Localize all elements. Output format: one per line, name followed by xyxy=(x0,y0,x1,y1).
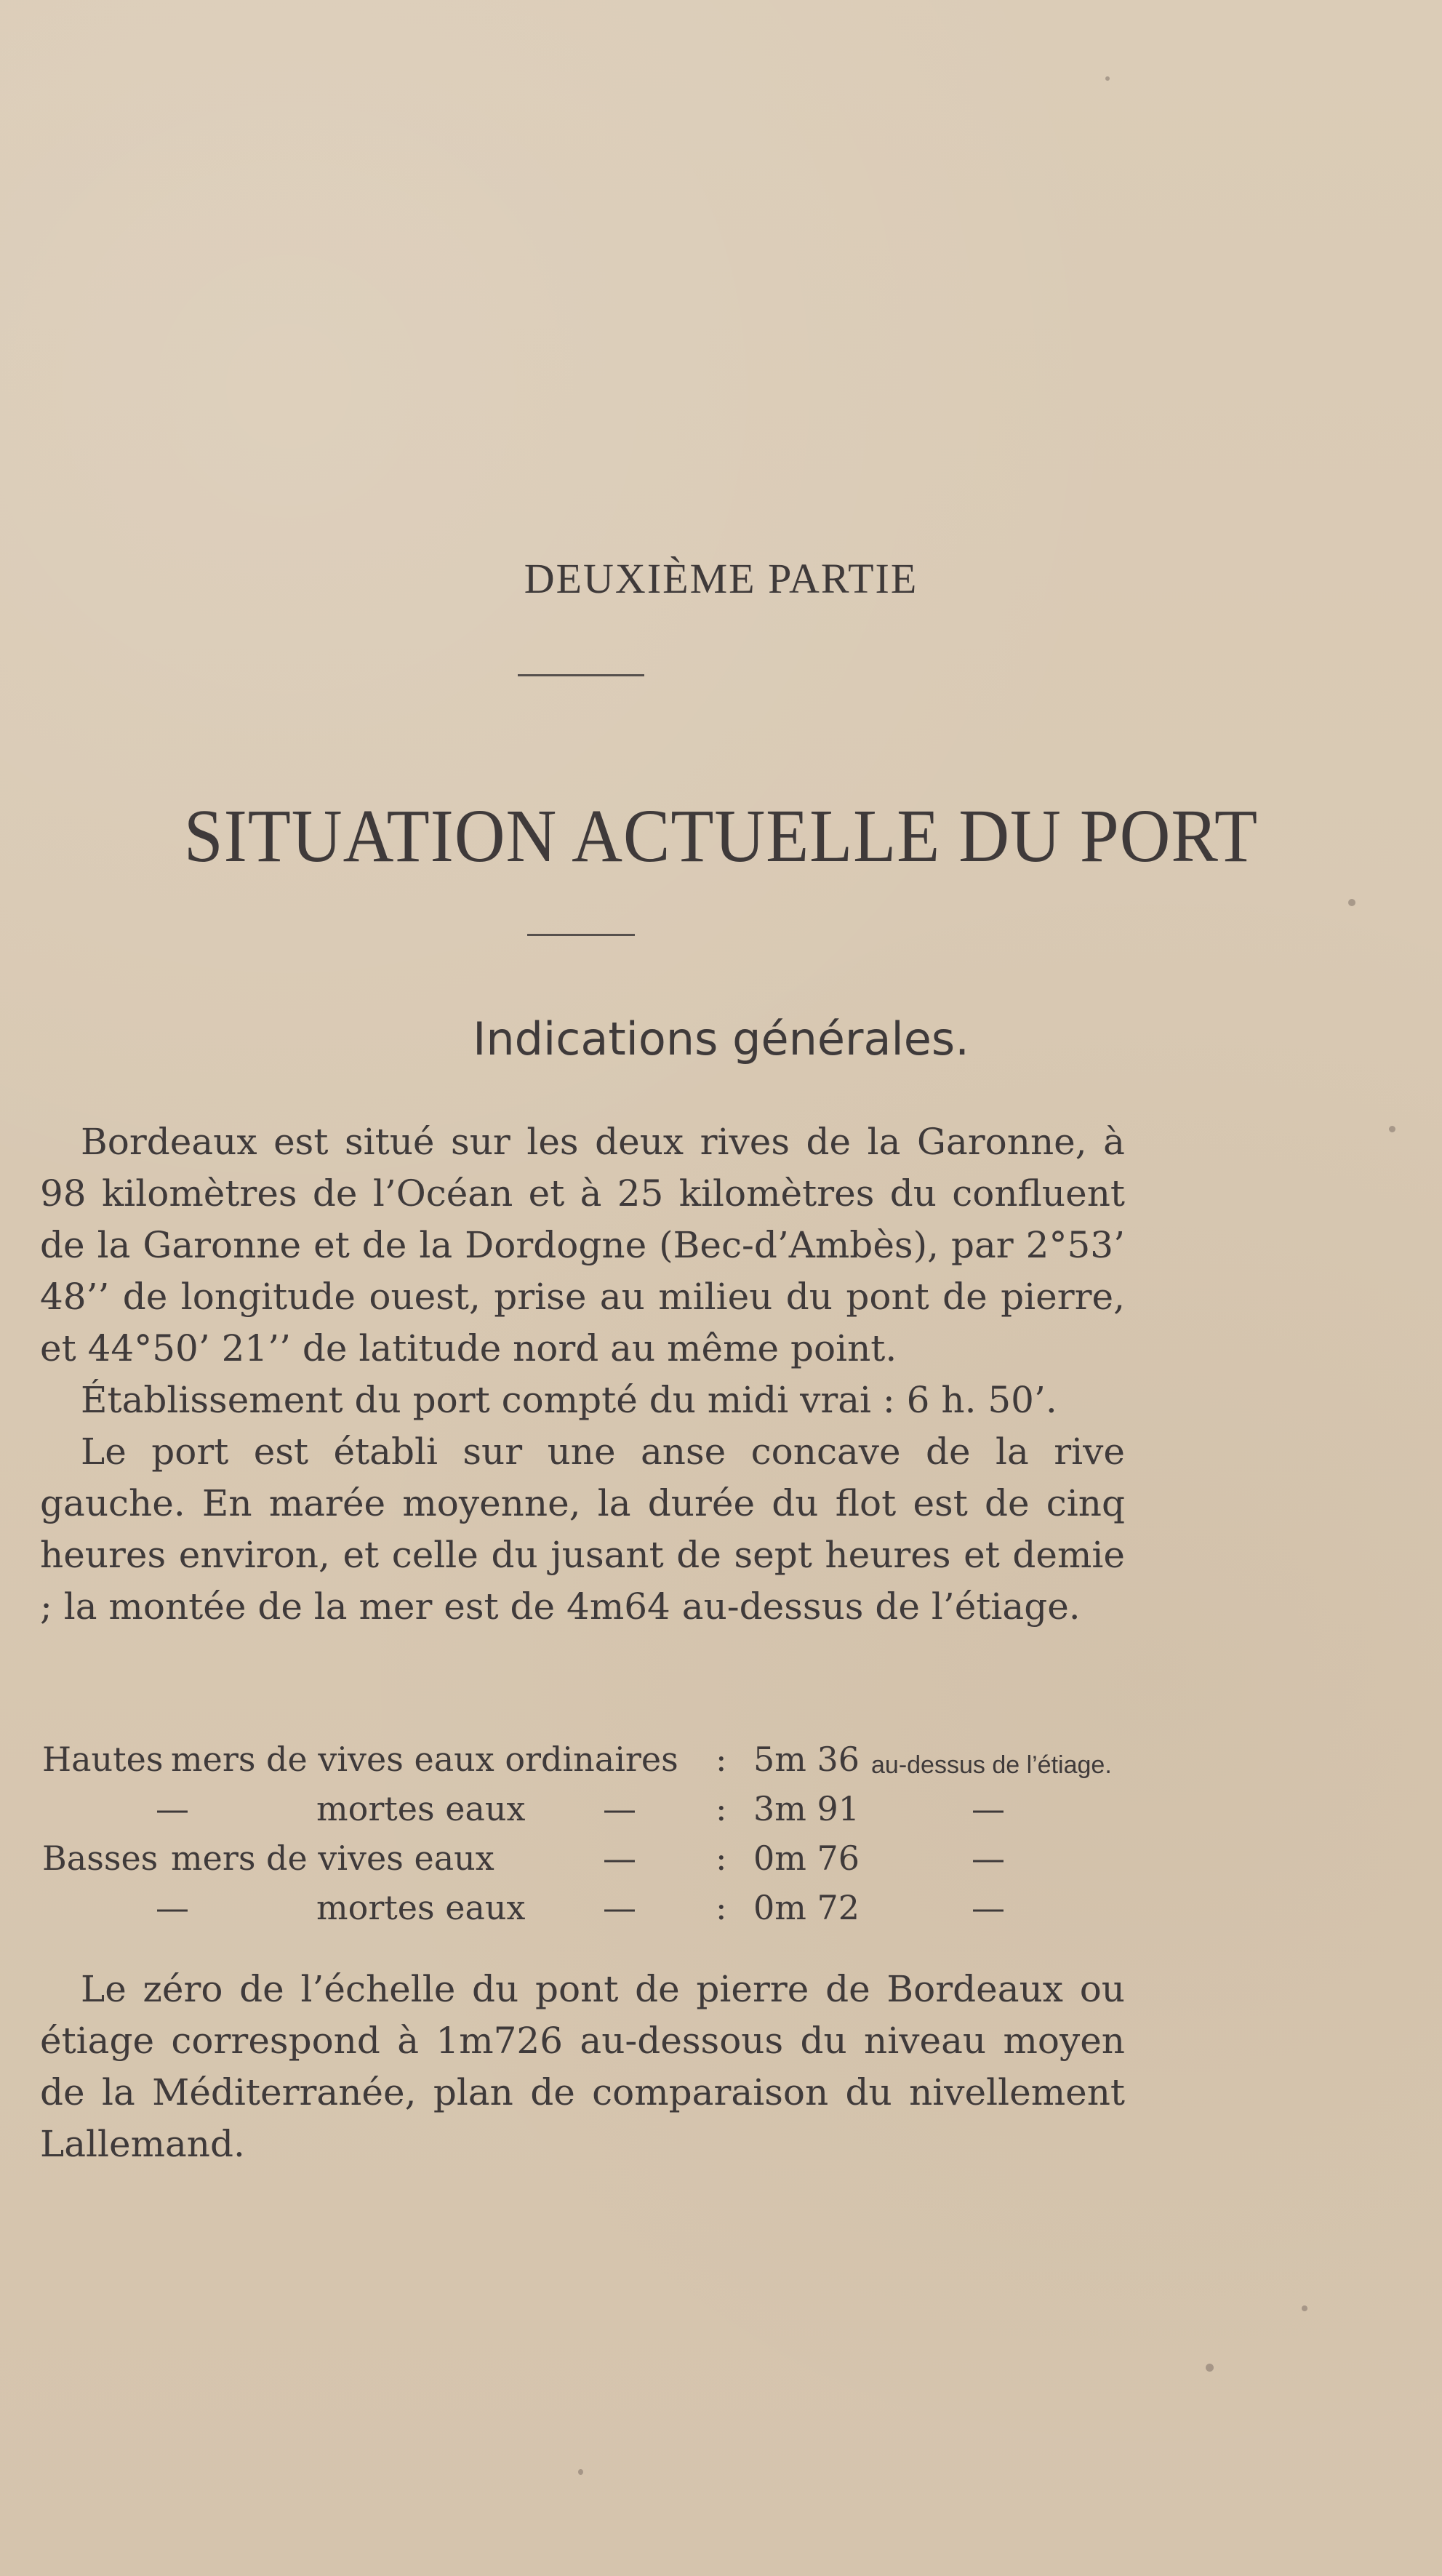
tide-row-name: mortes eaux xyxy=(316,1789,526,1828)
paragraph-port-establishment: Établissement du port compté du midi vrai : 6 h. 50’. xyxy=(81,1379,1057,1421)
tide-row-dash: — xyxy=(603,1839,636,1878)
tide-row-note: — xyxy=(972,1789,1005,1828)
tide-row-label: — xyxy=(156,1888,189,1927)
tide-row xyxy=(42,1833,1133,1883)
tide-row xyxy=(42,1784,1133,1833)
paragraph-datum: Le zéro de l’échelle du pont de pierre de Bordeaux ou étiage correspond à 1m726 au-dessous du niveau moyen de la Méditerranée, plan de comparaison du nivellement Lallemand. xyxy=(40,1968,1125,2165)
tide-row-value: 0m 72 xyxy=(753,1888,860,1927)
colon: : xyxy=(716,1789,727,1828)
tide-row-value: 5m 36 xyxy=(753,1740,860,1779)
tide-levels-table xyxy=(42,1735,1133,1932)
tide-row-note: — xyxy=(972,1888,1005,1927)
tide-row-value: 0m 76 xyxy=(753,1839,860,1878)
part-heading: DEUXIÈME PARTIE xyxy=(524,555,918,602)
tide-row-label: — xyxy=(156,1789,189,1828)
paper-speck xyxy=(1302,2305,1307,2311)
tide-row-name: mortes eaux xyxy=(316,1888,526,1927)
tide-row-note: au-dessus de l’étiage. xyxy=(871,1751,1112,1779)
tide-row-value: 3m 91 xyxy=(753,1789,860,1828)
tide-row-name: mers de vives eaux xyxy=(171,1839,494,1878)
divider-rule xyxy=(527,934,635,936)
colon: : xyxy=(716,1740,727,1779)
tide-row-note: — xyxy=(972,1839,1005,1878)
paper-speck xyxy=(1348,899,1355,906)
paragraph-location: Bordeaux est situé sur les deux rives de la Garonne, à 98 kilomètres de l’Océan et à 25 kilomètres du confluent de la Garonne et de la Dordogne (Bec-d’Ambès), par 2°53’ 48’’ de longitude ouest, prise au milieu du pont de pierre, et 44°50’ 21’’ de latitude nord au même point. xyxy=(40,1121,1125,1369)
tide-row-dash: — xyxy=(603,1888,636,1927)
body-text xyxy=(40,1116,1125,1633)
paper-speck xyxy=(1389,1126,1395,1132)
paper-speck xyxy=(1105,76,1110,81)
tide-row xyxy=(42,1735,1133,1784)
colon: : xyxy=(716,1888,727,1927)
page-title: SITUATION ACTUELLE DU PORT xyxy=(183,794,1259,878)
body-text xyxy=(40,1964,1125,2170)
paragraph-tide: Le port est établi sur une anse concave de la rive gauche. En marée moyenne, la durée du flot est de cinq heures environ, et celle du jusant de sept heures et demie ; la montée de la mer est de 4m64 au-dessus de l’étiage. xyxy=(40,1431,1125,1628)
tide-row xyxy=(42,1883,1133,1932)
paper-speck xyxy=(1206,2364,1214,2372)
tide-row-name: mers de vives eaux ordinaires xyxy=(171,1740,678,1779)
colon: : xyxy=(716,1839,727,1878)
section-subtitle: Indications générales. xyxy=(473,1012,969,1065)
divider-rule xyxy=(518,674,644,676)
paper-speck xyxy=(578,2469,583,2475)
tide-row-label: Basses xyxy=(42,1839,159,1878)
tide-row-label: Hautes xyxy=(42,1740,164,1779)
tide-row-dash: — xyxy=(603,1789,636,1828)
